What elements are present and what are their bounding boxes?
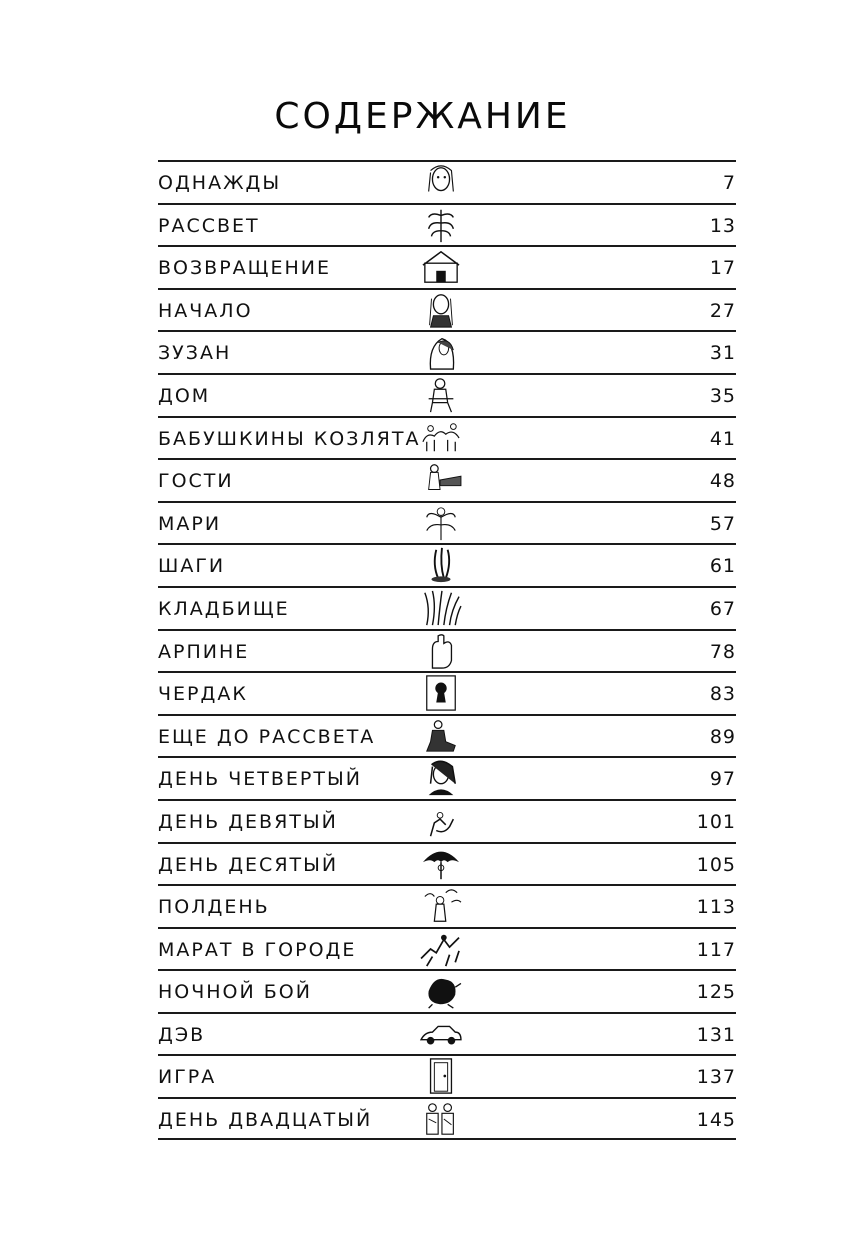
chapter-title: БАБУШКИНЫ КОЗЛЯТА xyxy=(158,427,421,450)
chapter-title: МАРАТ В ГОРОДЕ xyxy=(158,938,357,961)
chapter-title: ИГРА xyxy=(158,1066,217,1089)
chapter-title: ШАГИ xyxy=(158,555,226,578)
birds-figure-icon xyxy=(416,887,466,925)
page-number: 27 xyxy=(709,299,736,322)
page-number: 78 xyxy=(709,640,736,663)
page-number: 61 xyxy=(709,555,736,578)
page-number: 7 xyxy=(722,172,736,194)
toc-entry[interactable] xyxy=(158,501,736,544)
goats-icon xyxy=(416,419,466,457)
toc-entry[interactable] xyxy=(158,842,736,885)
page-number: 41 xyxy=(709,427,736,450)
hair-figure-icon xyxy=(416,546,466,584)
page-number: 35 xyxy=(709,384,736,407)
plant-icon xyxy=(416,206,466,244)
chapter-title: НАЧАЛО xyxy=(158,299,253,322)
page-number: 131 xyxy=(696,1023,736,1046)
woman-portrait-icon xyxy=(416,163,466,201)
page-number: 67 xyxy=(709,597,736,620)
toc-entry[interactable] xyxy=(158,373,736,416)
toc-entry[interactable] xyxy=(158,799,736,842)
car-icon xyxy=(416,1015,466,1053)
hooded-figure-icon xyxy=(416,333,466,371)
toc-entry[interactable] xyxy=(158,927,736,970)
hands-icon xyxy=(416,802,466,840)
toc-entry[interactable] xyxy=(158,203,736,246)
toc-entry[interactable] xyxy=(158,884,736,927)
chapter-title: ОДНАЖДЫ xyxy=(158,172,282,194)
page-number: 125 xyxy=(696,981,736,1004)
page-number: 13 xyxy=(709,214,736,237)
chapter-title: ПОЛДЕНЬ xyxy=(158,896,270,919)
page-number: 113 xyxy=(696,896,736,919)
chapter-title: ЧЕРДАК xyxy=(158,683,248,706)
table-of-contents xyxy=(158,160,736,1140)
toc-entry[interactable] xyxy=(158,586,736,629)
door-icon xyxy=(416,1057,466,1095)
chapter-title: ВОЗВРАЩЕНИЕ xyxy=(158,257,331,280)
toc-entry[interactable] xyxy=(158,671,736,714)
chapter-title: АРПИНЕ xyxy=(158,640,250,663)
toc-entry[interactable] xyxy=(158,1054,736,1097)
page-number: 83 xyxy=(709,683,736,706)
toc-entry[interactable] xyxy=(158,629,736,672)
toc-entry[interactable] xyxy=(158,543,736,586)
page-number: 57 xyxy=(709,512,736,535)
page-title: СОДЕРЖАНИЕ xyxy=(274,96,571,137)
chapter-title: РАССВЕТ xyxy=(158,214,260,237)
chapter-title: ДЕНЬ ДВАДЦАТЫЙ xyxy=(158,1109,373,1132)
toc-entry[interactable] xyxy=(158,288,736,331)
chapter-title: КЛАДБИЩЕ xyxy=(158,597,290,620)
page-number: 101 xyxy=(696,810,736,833)
chapter-title: ЕЩЕ ДО РАССВЕТА xyxy=(158,725,376,748)
page-number: 117 xyxy=(696,938,736,961)
page-number: 97 xyxy=(709,768,736,791)
toc-entry[interactable] xyxy=(158,1012,736,1055)
hand-icon xyxy=(416,632,466,670)
chapter-title: НОЧНОЙ БОЙ xyxy=(158,981,312,1004)
chapter-title: ДЭВ xyxy=(158,1023,206,1046)
toc-entry[interactable] xyxy=(158,330,736,373)
grass-icon xyxy=(416,589,466,627)
umbrella-icon xyxy=(416,845,466,883)
page-number: 89 xyxy=(709,725,736,748)
chapter-title: ЗУЗАН xyxy=(158,342,232,365)
figure-in-chair-icon xyxy=(416,376,466,414)
running-figures-icon xyxy=(416,930,466,968)
house-icon xyxy=(416,248,466,286)
chapter-title: ДЕНЬ ДЕВЯТЫЙ xyxy=(158,810,338,833)
page-number: 137 xyxy=(696,1066,736,1089)
chapter-title: ДЕНЬ ДЕСЯТЫЙ xyxy=(158,853,339,876)
woman-with-table-icon xyxy=(416,461,466,499)
chapter-title: ГОСТИ xyxy=(158,470,234,493)
chapter-title: ДЕНЬ ЧЕТВЕРТЫЙ xyxy=(158,768,362,791)
page-number: 17 xyxy=(709,257,736,280)
dark-hair-portrait-icon xyxy=(416,759,466,797)
toc-entry[interactable] xyxy=(158,245,736,288)
page-number: 145 xyxy=(696,1109,736,1132)
sitting-figure-icon xyxy=(416,717,466,755)
keyhole-icon xyxy=(416,674,466,712)
girl-portrait-icon xyxy=(416,291,466,329)
toc-entry[interactable] xyxy=(158,1097,736,1140)
toc-entry[interactable] xyxy=(158,416,736,459)
toc-entry[interactable] xyxy=(158,714,736,757)
page-number: 31 xyxy=(709,342,736,365)
dark-creature-icon xyxy=(416,972,466,1010)
toc-entry[interactable] xyxy=(158,756,736,799)
crowd-figures-icon xyxy=(416,1100,466,1138)
toc-entry[interactable] xyxy=(158,458,736,501)
tree-figure-icon xyxy=(416,504,466,542)
page-number: 48 xyxy=(709,470,736,493)
toc-entry[interactable] xyxy=(158,160,736,203)
chapter-title: МАРИ xyxy=(158,512,222,535)
page-number: 105 xyxy=(696,853,736,876)
chapter-title: ДОМ xyxy=(158,384,211,407)
toc-entry[interactable] xyxy=(158,969,736,1012)
